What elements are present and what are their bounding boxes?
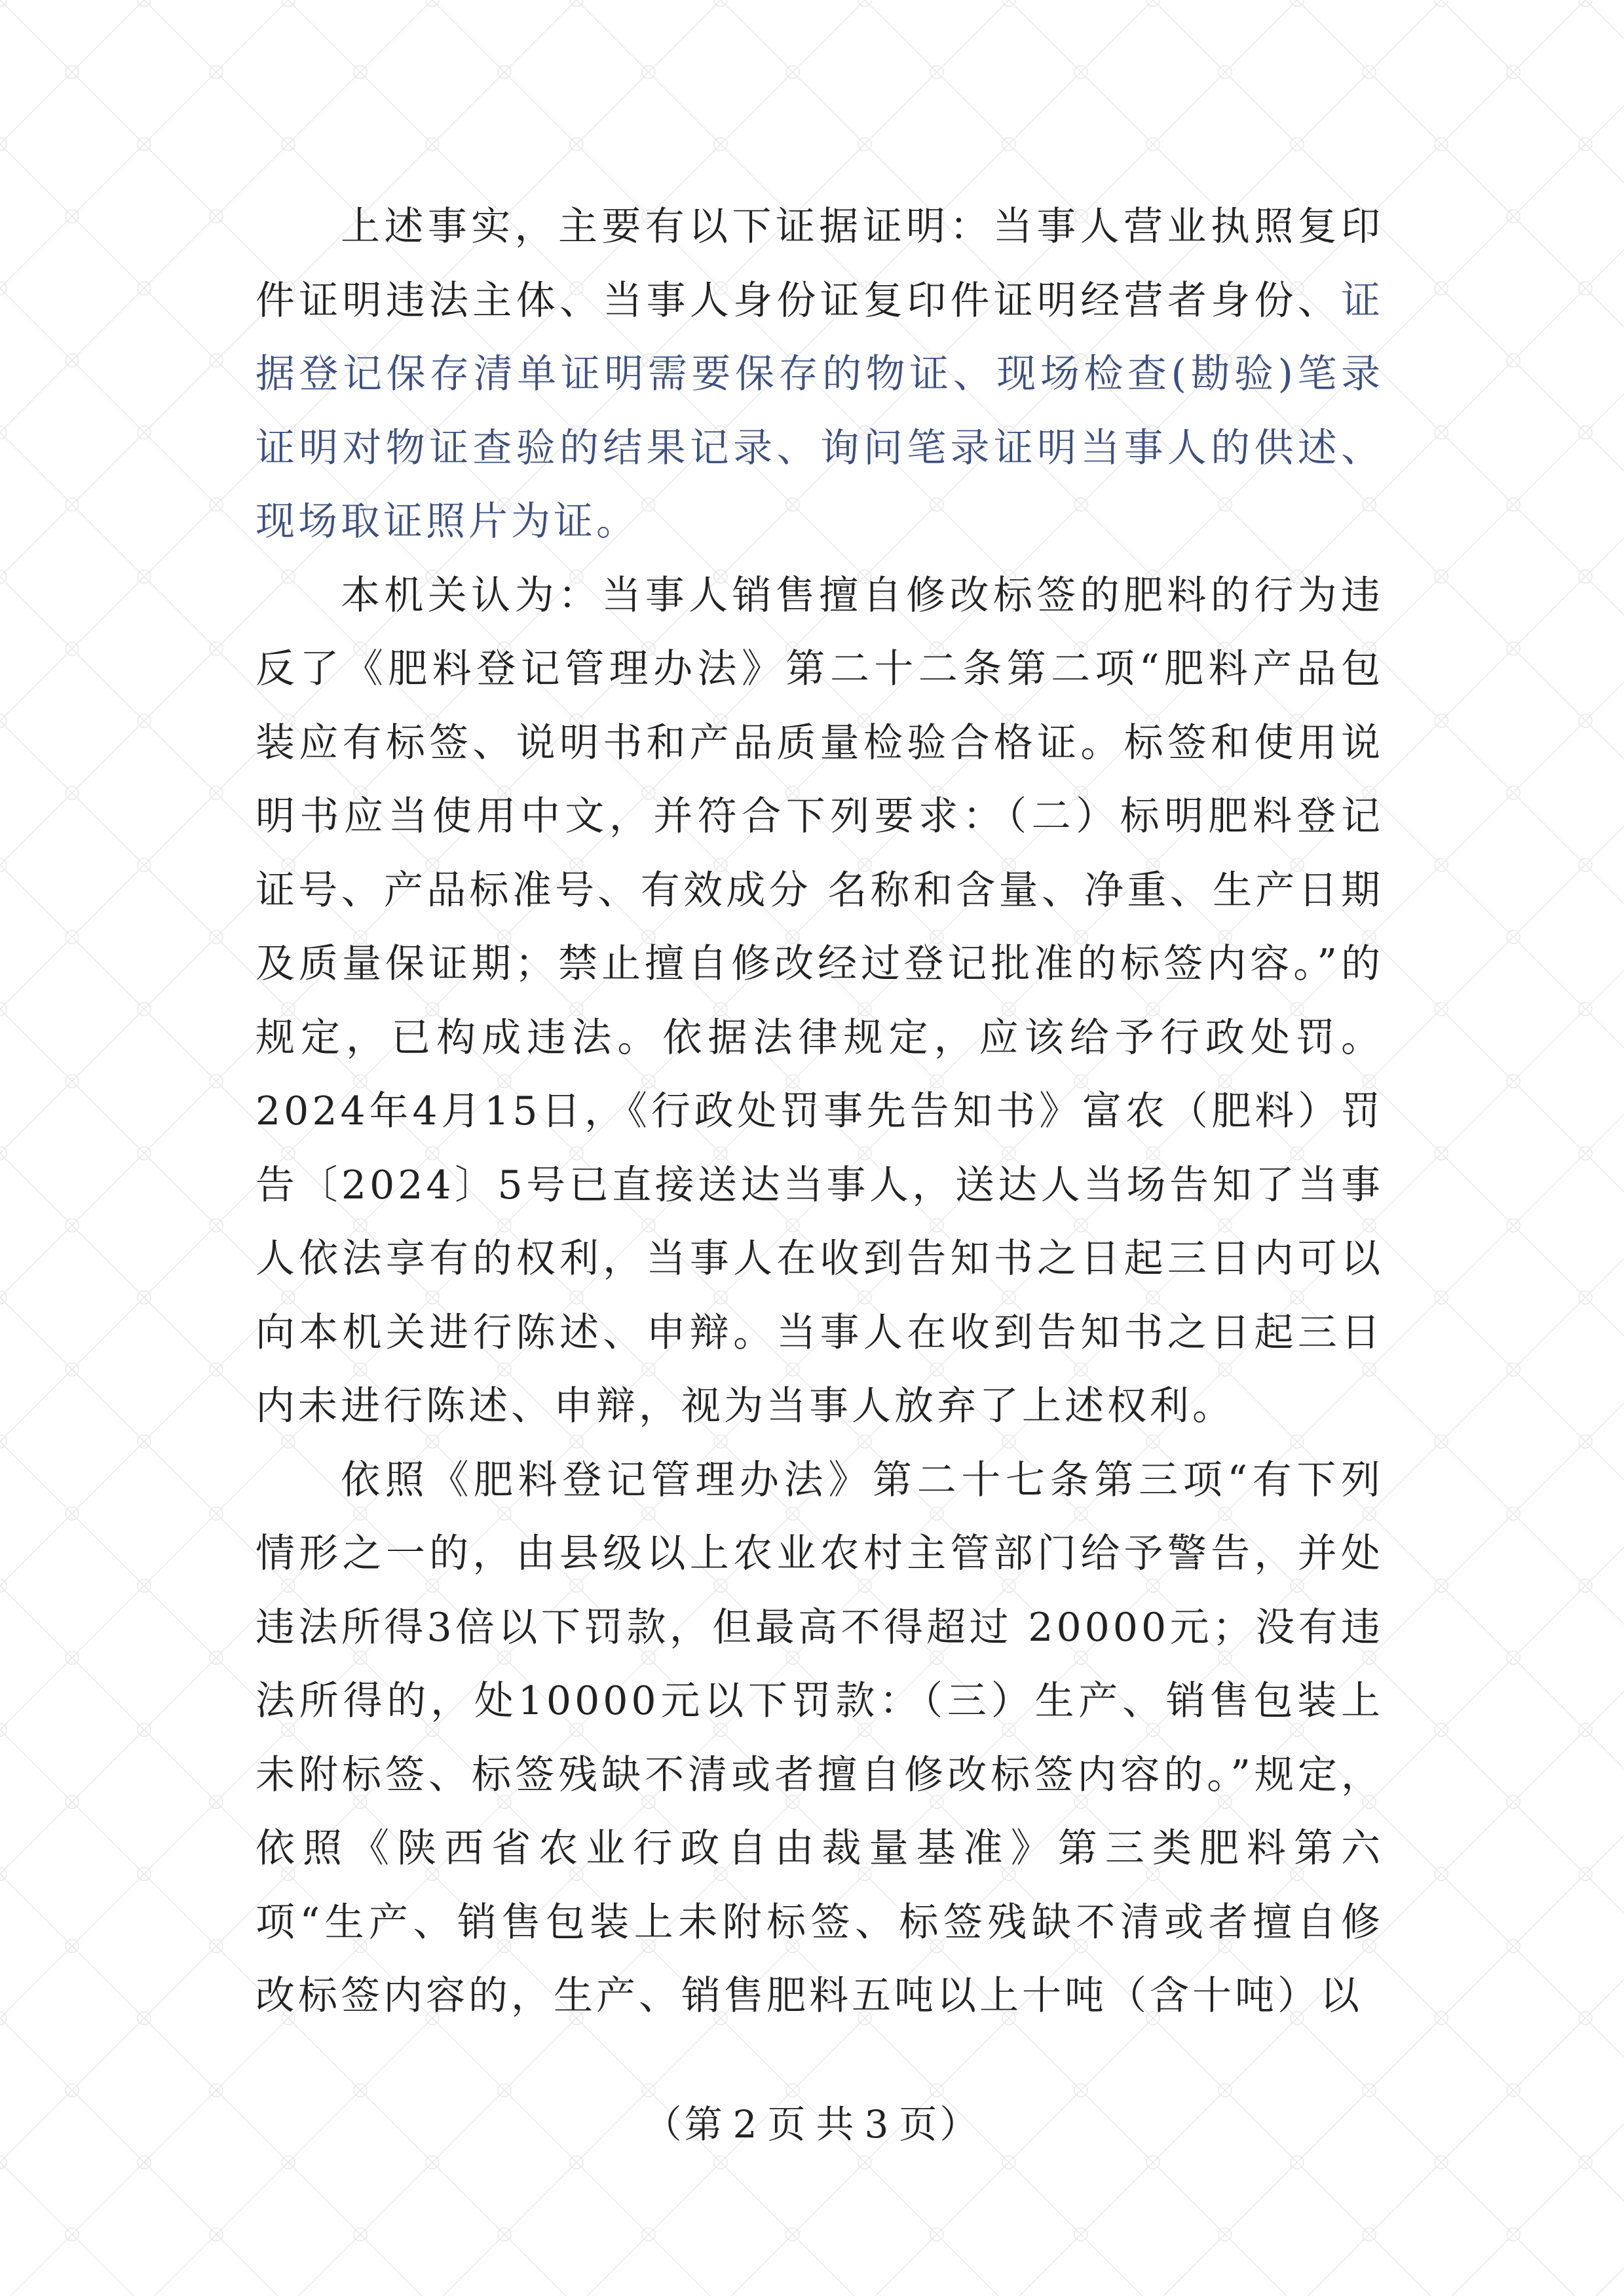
highlighted-text-segment: 证据登记保存清单证明需要保存的物证、现场检查(勘验)笔录证明对物证查验的结果记录、询问笔录证明当事人的供述、现场取证照片为证。	[255, 277, 1384, 545]
current-page-number: 2	[732, 2102, 760, 2147]
text-segment: 上述事实，主要有以下证据证明：当事人营业执照复印件证明违法主体、当事人身份证复印件证明经营者身份、	[255, 204, 1384, 324]
document-body	[255, 190, 1384, 2033]
paragraph	[255, 1444, 1384, 2033]
footer-page-word: 页	[767, 2102, 808, 2147]
footer-suffix: 页）	[899, 2102, 981, 2147]
footer-total-prefix: 共	[816, 2102, 857, 2147]
footer-prefix: （第	[643, 2102, 725, 2147]
total-page-count: 3	[864, 2102, 892, 2147]
paragraph	[255, 559, 1384, 1444]
page-number-footer	[0, 2094, 1624, 2149]
text-segment: 依照《肥料登记管理办法》第二十七条第三项“有下列情形之一的，由县级以上农业农村主管部门给予警告，并处违法所得3倍以下罚款，但最高不得超过 20000元；没有违法所得的，处10000元以下罚款：（三）生产、销售包装上未附标签、标签残缺不清或者擅自修改标签内容的。”规定，依照《陕西省农业行政自由裁量基准》第三类肥料第六项“生产、销售包装上未附标签、标签残缺不清或者擅自修改标签内容的，生产、销售肥料五吨以上十吨（含十吨）以	[255, 1457, 1384, 2019]
text-segment: 本机关认为：当事人销售擅自修改标签的肥料的行为违反了《肥料登记管理办法》第二十二条第二项“肥料产品包装应有标签、说明书和产品质量检验合格证。标签和使用说明书应当使用中文，并符合下列要求：（二）标明肥料登记证号、产品标准号、有效成分 名称和含量、净重、生产日期及质量保证期；禁止擅自修改经过登记批准的标签内容。”的规定，已构成违法。依据法律规定，应该给予行政处罚。 2024年4月15日，《行政处罚事先告知书》富农（肥料）罚告〔2024〕5号已直接送达当事人，送达人当场告知了当事人依法享有的权利，当事人在收到告知书之日起三日内可以向本机关进行陈述、申辩。当事人在收到告知书之日起三日内未进行陈述、申辩，视为当事人放弃了上述权利。	[255, 572, 1384, 1429]
paragraph	[255, 190, 1384, 559]
